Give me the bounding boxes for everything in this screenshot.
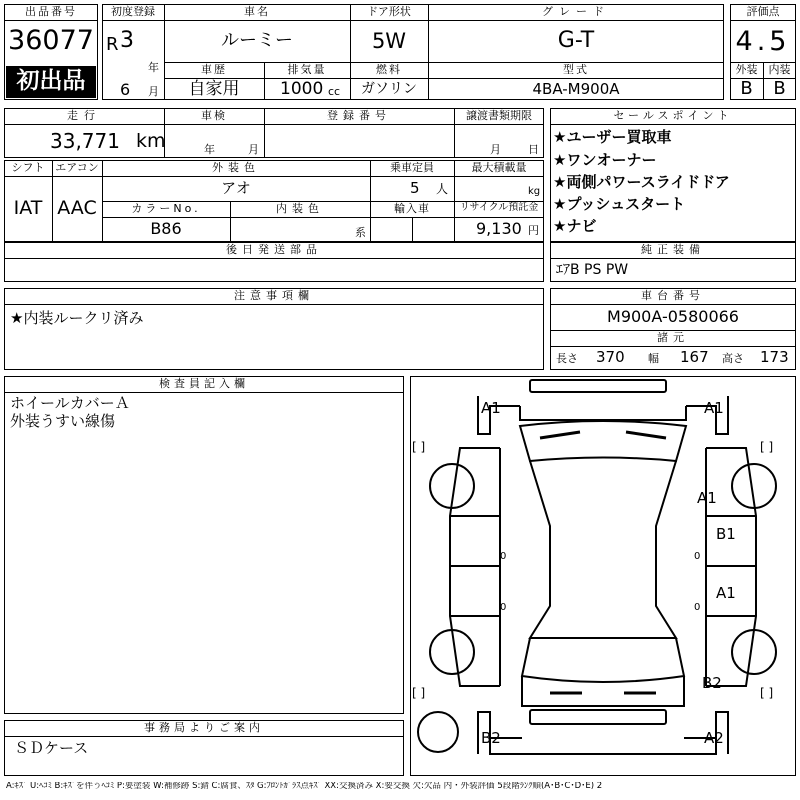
mark-right-rear-fender: B2 [702, 674, 722, 692]
grade: G-T [557, 28, 595, 53]
mark-front-left: A1 [481, 399, 501, 417]
height-label: 高さ [722, 352, 744, 365]
hood-shape [520, 406, 686, 420]
ext-color: アオ [221, 179, 251, 197]
rear-gate-shape [522, 676, 684, 706]
zero-left-rear: 0 [500, 602, 507, 613]
inspector-label: 検査員記入欄 [159, 377, 249, 390]
color-no-label: カラーNo. [131, 202, 201, 215]
reg-year: 3 [120, 28, 134, 53]
displacement-label: 排気量 [287, 63, 327, 76]
recycle-unit: 円 [528, 224, 539, 237]
model-label: 型式 [563, 63, 589, 76]
doors: 5W [371, 29, 407, 53]
mark-rear-right: A2 [704, 729, 724, 747]
capacity: 5 [410, 179, 420, 197]
history: 自家用 [188, 79, 240, 99]
fuel: ガソリン [361, 81, 417, 97]
era-prefix: R [106, 34, 119, 55]
recycle-fee: 9,130 [476, 219, 522, 238]
model-code: 4BA-M900A [532, 80, 620, 98]
first-reg-label: 初度登録 [111, 5, 155, 18]
shift: IAT [13, 197, 43, 219]
inspector-line-2: 外装うすい線傷 [10, 412, 116, 430]
first-listing-badge-text: 初出品 [16, 68, 86, 94]
height: 173 [760, 348, 789, 366]
mark-right-front-fender: A1 [697, 489, 717, 507]
grade-label: グレード [542, 5, 610, 18]
genuine-value: ｴｱB PS PW [556, 262, 629, 278]
mileage-unit: km [136, 130, 166, 152]
car-diagram [410, 376, 796, 776]
ext-color-label: 外装色 [212, 161, 260, 174]
bracket-right-bottom: [ ] [760, 686, 774, 700]
car-name-label: 車名 [244, 5, 270, 18]
reg-month: 6 [120, 80, 131, 99]
later-parts-label: 後日発送部品 [226, 243, 322, 256]
fuel-label: 燃料 [376, 63, 402, 76]
reg-year-unit: 年 [148, 61, 159, 74]
mileage-label: 走行 [67, 109, 101, 122]
bracket-left-top: [ ] [412, 440, 426, 454]
mark-rear-left: B2 [481, 729, 501, 747]
color-no: B86 [150, 219, 182, 238]
car-name: ルーミー [221, 30, 293, 51]
ac: AAC [57, 197, 97, 219]
length-label: 長さ [556, 352, 578, 365]
capacity-unit: 人 [436, 182, 449, 196]
interior-label: 内装 [768, 63, 791, 76]
legend: A:ｷｽﾞ U:ﾍｺﾐ B:ｷｽﾞを伴うﾍｺﾐ P:要塗装 W:補修跡 S:錆 C:腐食、ｽﾀ G:ﾌﾛﾝﾄｶﾞﾗｽ点ｷｽﾞ XX:交換済み X:要交換 欠:欠品 内・外装評価 5段階ﾗﾝｸ順(A･B･C･D･E) 2 [6, 782, 603, 791]
bracket-left-bottom: [ ] [412, 686, 426, 700]
windshield-shape [520, 421, 686, 461]
mark-right-front-door: B1 [716, 525, 736, 543]
office-label: 事務局よりご案内 [144, 721, 264, 734]
inspection-label: 車検 [201, 109, 227, 122]
width-label: 幅 [648, 352, 659, 365]
displacement: 1000 [280, 79, 324, 99]
door-label: ドア形状 [367, 5, 411, 18]
import-label: 輸入車 [394, 202, 430, 215]
shift-label: シフト [11, 161, 45, 174]
transfer-day-unit: 日 [528, 143, 539, 156]
zero-left-front: 0 [500, 551, 507, 562]
notes-label: 注意事項欄 [234, 289, 314, 302]
roof-shape [530, 461, 676, 638]
zero-right-rear: 0 [694, 602, 701, 613]
exterior-grade: B [740, 78, 753, 99]
sales-point-5: ★ナビ [553, 217, 597, 235]
exterior-label: 外装 [735, 63, 758, 76]
inspection-year-unit: 年 [204, 143, 215, 156]
rear-bumper-shape [530, 710, 666, 724]
zero-right-front: 0 [694, 551, 701, 562]
spare-tire [418, 712, 458, 752]
bracket-right-top: [ ] [760, 440, 774, 454]
lot-number-label: 出品番号 [25, 5, 77, 18]
rear-window-shape [522, 638, 684, 682]
sales-point-2: ★ワンオーナー [553, 151, 657, 169]
interior-grade: B [773, 78, 786, 99]
sales-point-1: ★ユーザー買取車 [553, 128, 672, 146]
int-color-label: 内装色 [276, 202, 324, 215]
lot-number: 36077 [8, 25, 94, 56]
mileage: 33,771 [50, 129, 120, 153]
mark-front-right: A1 [704, 399, 724, 417]
notes-value: ★内装ルークリ済み [10, 309, 144, 327]
inspector-line-1: ホイールカバーＡ [10, 394, 130, 412]
plate-label: 登録番号 [327, 109, 391, 122]
int-color-unit: 系 [355, 226, 366, 239]
history-label: 車歴 [201, 63, 227, 76]
inspection-month-unit: 月 [248, 143, 259, 156]
specs-label: 諸元 [657, 331, 689, 344]
displacement-unit: cc [328, 85, 341, 98]
sales-points-label: セールスポイント [613, 109, 733, 122]
transfer-label: 譲渡書類期限 [466, 109, 532, 122]
transfer-month-unit: 月 [490, 143, 501, 156]
office-value: ＳＤケース [14, 739, 89, 757]
length: 370 [596, 348, 625, 366]
max-load-unit: kg [528, 186, 541, 197]
width: 167 [680, 348, 709, 366]
score: 4.5 [735, 26, 791, 57]
mark-right-rear-door: A1 [716, 584, 736, 602]
ac-label: エアコン [55, 161, 99, 174]
score-label: 評価点 [746, 5, 780, 18]
sales-point-3: ★両側パワースライドドア [553, 173, 730, 191]
reg-month-unit: 月 [148, 85, 159, 98]
sales-point-4: ★プッシュスタート [553, 195, 686, 213]
chassis-number: M900A-0580066 [607, 307, 739, 326]
genuine-label: 純正装備 [641, 243, 705, 256]
capacity-label: 乗車定員 [390, 161, 434, 174]
max-load-label: 最大積載量 [471, 161, 527, 174]
recycle-label: リサイクル預託金 [459, 202, 539, 213]
chassis-label: 車台番号 [641, 289, 705, 302]
front-bumper-shape [530, 380, 666, 392]
